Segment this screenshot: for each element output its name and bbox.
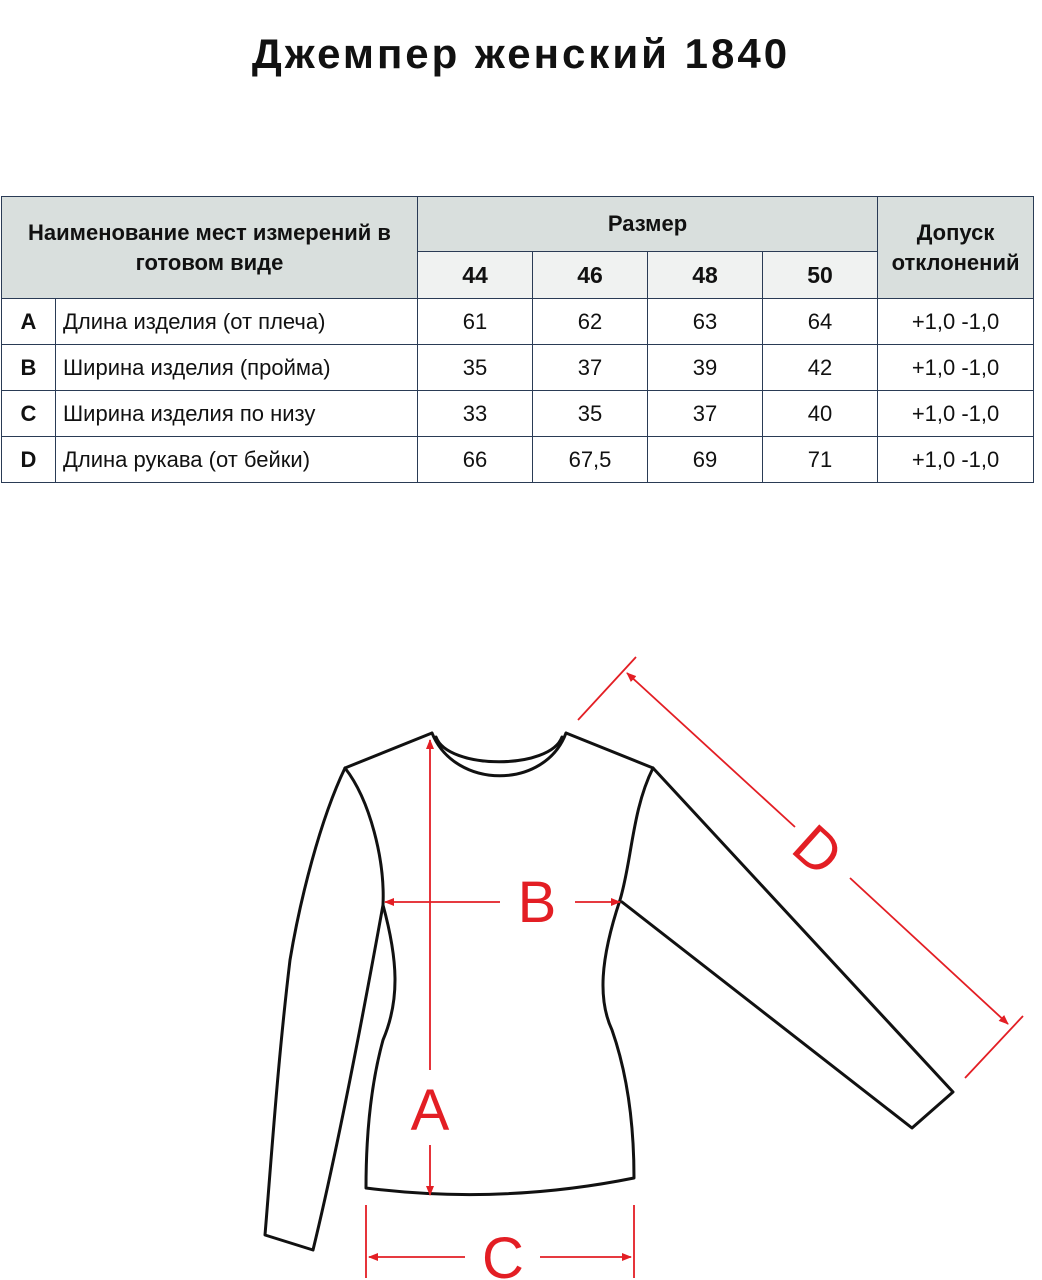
jumper-neckline-outer	[432, 733, 566, 776]
measurement-value: 61	[418, 299, 533, 345]
measurement-value: 63	[648, 299, 763, 345]
measurement-value: 66	[418, 437, 533, 483]
tolerance-value: +1,0 -1,0	[878, 345, 1034, 391]
dimension-d-line-lower	[850, 878, 1008, 1024]
measurement-value: 33	[418, 391, 533, 437]
tolerance-header: Допуск отклонений	[878, 197, 1034, 299]
size-column-header: 50	[763, 252, 878, 299]
measurement-value: 42	[763, 345, 878, 391]
measurement-value: 40	[763, 391, 878, 437]
measurement-value: 37	[533, 345, 648, 391]
measurement-code: B	[2, 345, 56, 391]
jumper-right-sleeve-outline	[622, 768, 953, 1128]
measurement-value: 67,5	[533, 437, 648, 483]
jumper-body-outline	[345, 733, 653, 1195]
measurement-label: Ширина изделия (пройма)	[56, 345, 418, 391]
measurement-label: Длина рукава (от бейки)	[56, 437, 418, 483]
jumper-neckline-inner	[436, 737, 562, 762]
measurement-value: 71	[763, 437, 878, 483]
dimension-label-c: C	[482, 1226, 524, 1280]
tolerance-value: +1,0 -1,0	[878, 391, 1034, 437]
size-column-header: 46	[533, 252, 648, 299]
size-column-header: 44	[418, 252, 533, 299]
measurement-label: Ширина изделия по низу	[56, 391, 418, 437]
measurement-code: D	[2, 437, 56, 483]
measurement-name-header: Наименование мест измерений в готовом виде	[2, 197, 418, 299]
dimension-label-b: B	[517, 870, 557, 935]
measurement-label: Длина изделия (от плеча)	[56, 299, 418, 345]
measurement-value: 35	[533, 391, 648, 437]
dimension-lines	[366, 657, 1023, 1278]
tolerance-value: +1,0 -1,0	[878, 299, 1034, 345]
measurement-value: 64	[763, 299, 878, 345]
size-column-header: 48	[648, 252, 763, 299]
measurement-code: A	[2, 299, 56, 345]
measurement-value: 37	[648, 391, 763, 437]
measurement-value: 39	[648, 345, 763, 391]
measurement-value: 69	[648, 437, 763, 483]
dimension-d-tick-top	[578, 657, 636, 720]
tolerance-value: +1,0 -1,0	[878, 437, 1034, 483]
dimension-d-line-upper	[627, 673, 795, 827]
size-header: Размер	[418, 197, 878, 252]
measurement-value: 62	[533, 299, 648, 345]
dimension-label-d: D	[780, 812, 855, 889]
dimension-label-a: A	[410, 1078, 450, 1143]
measurement-value: 35	[418, 345, 533, 391]
dimension-d-tick-bottom	[965, 1016, 1023, 1078]
measurement-code: C	[2, 391, 56, 437]
page-title: Джемпер женский 1840	[251, 30, 791, 77]
jumper-outline	[265, 733, 953, 1250]
